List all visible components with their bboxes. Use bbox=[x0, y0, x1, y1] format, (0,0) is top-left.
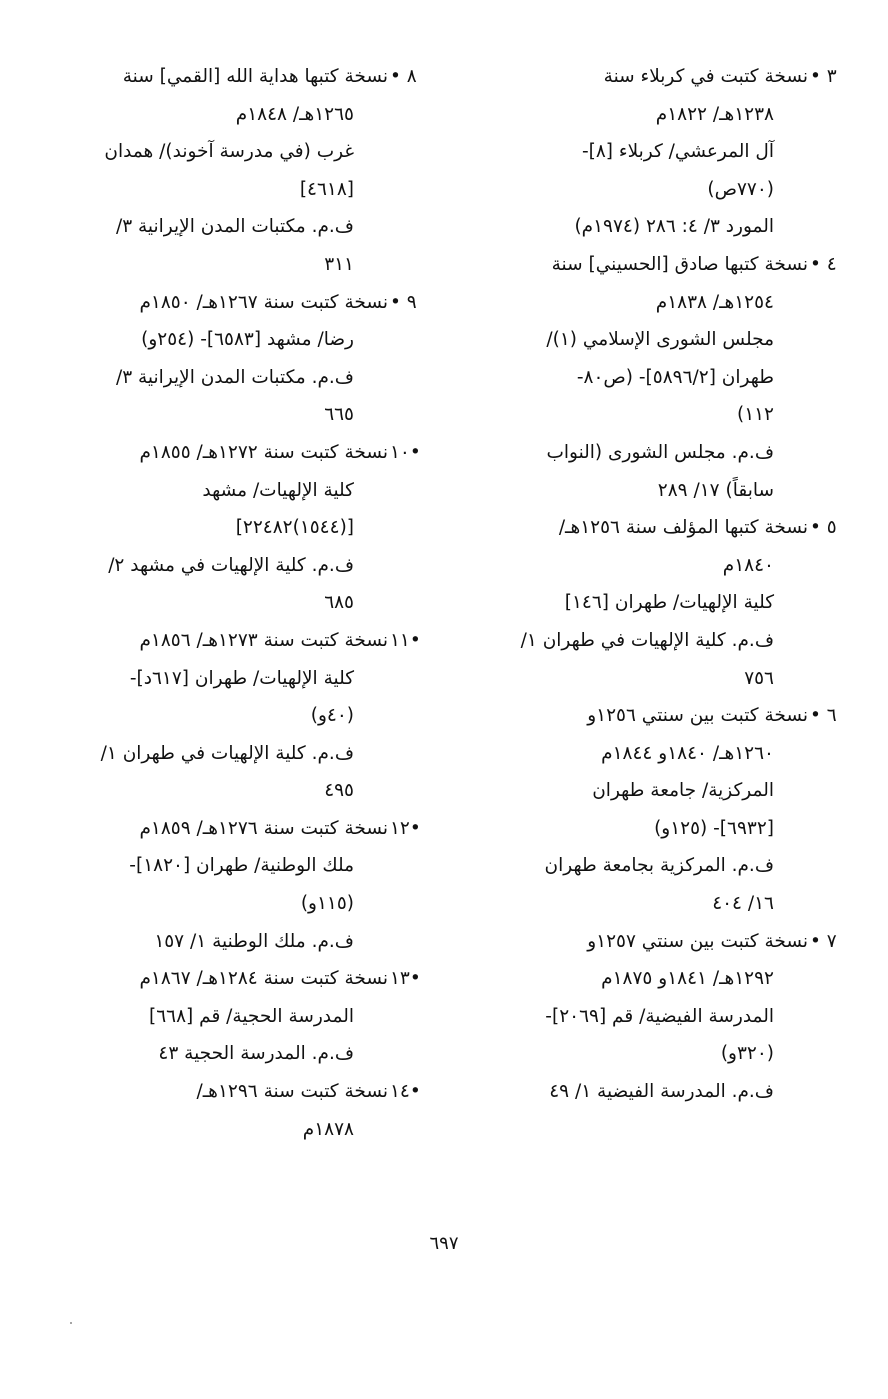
entry-line bbox=[448, 321, 808, 359]
entry-line bbox=[28, 472, 388, 510]
entry-text: كلية الإلهيات/ مشهد bbox=[202, 479, 354, 501]
entry-text: ف.م. مكتبات المدن الإيرانية ٣/ bbox=[115, 366, 354, 388]
manuscript-entry bbox=[448, 509, 837, 697]
entry-line bbox=[28, 660, 388, 698]
entry-text: ١٢٦٥هـ/ ١٨٤٨م bbox=[235, 103, 354, 125]
entry-line bbox=[448, 960, 808, 998]
manuscript-entry bbox=[28, 434, 421, 622]
entry-text: ١٨٤٠م bbox=[722, 554, 774, 576]
entry-first-line bbox=[448, 58, 837, 96]
entry-number: •١٣ bbox=[390, 968, 421, 990]
entry-text: [٤٦١٨] bbox=[299, 178, 354, 200]
entry-text: ف.م. كلية الإلهيات في مشهد ٢/ bbox=[108, 554, 354, 576]
entry-text: مجلس الشورى الإسلامي (١)/ bbox=[546, 329, 774, 351]
entry-text: ف.م. ملك الوطنية ١/ ١٥٧ bbox=[154, 930, 354, 952]
entry-text: نسخة كتبها صادق [الحسيني] سنة bbox=[551, 253, 808, 275]
entry-line bbox=[28, 735, 388, 773]
entry-line bbox=[28, 1111, 388, 1149]
entry-text: نسخة كتبها المؤلف سنة ١٢٥٦هـ/ bbox=[558, 517, 808, 539]
entry-text: (٧٧٠ص) bbox=[707, 178, 774, 200]
entry-text: (٤٠و) bbox=[310, 705, 354, 727]
entry-number: •١١ bbox=[390, 629, 421, 651]
entry-line bbox=[448, 772, 808, 810]
entry-first-line bbox=[28, 810, 421, 848]
entry-text: رضا/ مشهد [٦٥٨٣]- (٢٥٤و) bbox=[141, 329, 354, 351]
entry-text: نسخة كتبت في كربلاء سنة bbox=[603, 66, 808, 87]
entry-line bbox=[28, 772, 388, 810]
entry-text: ف.م. المركزية بجامعة طهران bbox=[544, 855, 774, 877]
entry-text: (١١٥و) bbox=[300, 893, 354, 915]
entry-line bbox=[28, 998, 388, 1036]
entry-line bbox=[448, 547, 808, 585]
entry-text: ٤٩٥ bbox=[324, 780, 354, 802]
entry-first-line bbox=[28, 434, 421, 472]
entry-line bbox=[28, 171, 388, 209]
entry-text: نسخة كتبت سنة ١٢٧٦هـ/ ١٨٥٩م bbox=[139, 817, 388, 839]
entry-text: ١٢٦٠هـ/ ١٨٤٠و ١٨٤٤م bbox=[601, 742, 774, 764]
entry-line bbox=[448, 472, 808, 510]
manuscript-entry bbox=[28, 622, 421, 810]
entry-text: كلية الإلهيات/ طهران [٦١٧د]- bbox=[129, 667, 354, 689]
manuscript-entry bbox=[28, 58, 417, 284]
entry-line bbox=[28, 923, 388, 961]
entry-number: ٩ • bbox=[390, 291, 417, 313]
entry-text: ف.م. مكتبات المدن الإيرانية ٣/ bbox=[115, 216, 354, 238]
entry-number: •١٠ bbox=[390, 441, 421, 463]
entry-number: ٣ • bbox=[810, 66, 837, 87]
entry-text: غرب (في مدرسة آخوند)/ همدان bbox=[104, 141, 354, 163]
entry-text: ف.م. المدرسة الفيضية ١/ ٤٩ bbox=[549, 1081, 774, 1103]
entry-text: نسخة كتبت سنة ١٢٧٣هـ/ ١٨٥٦م bbox=[139, 629, 388, 651]
manuscript-entry bbox=[448, 58, 837, 246]
entry-text: ١١٢) bbox=[736, 404, 774, 426]
entry-text: نسخة كتبت بين سنتي ١٢٥٦و bbox=[587, 705, 808, 727]
entry-line bbox=[28, 697, 388, 735]
entry-line bbox=[448, 396, 808, 434]
entry-text: نسخة كتبت سنة ١٢٨٤هـ/ ١٨٦٧م bbox=[139, 968, 388, 990]
entry-text: ١٦/ ٤٠٤ bbox=[712, 893, 774, 915]
entry-line bbox=[448, 622, 808, 660]
entry-line bbox=[448, 96, 808, 134]
entry-line bbox=[28, 208, 388, 246]
entry-first-line bbox=[448, 246, 837, 284]
entry-text: المدرسة الحجية/ قم [٦٦٨] bbox=[149, 1005, 354, 1027]
entry-number: •١٤ bbox=[390, 1081, 421, 1103]
entry-text: المدرسة الفيضية/ قم [٢٠٦٩]- bbox=[545, 1005, 774, 1027]
entry-line bbox=[28, 133, 388, 171]
entry-line bbox=[448, 133, 808, 171]
speck bbox=[70, 1322, 72, 1324]
entry-text: سابقاً) ١٧/ ٢٨٩ bbox=[657, 479, 774, 501]
entry-line bbox=[28, 1035, 388, 1073]
entry-text: طهران [٥٨٩٦/٢]- (ص٨٠- bbox=[576, 366, 774, 388]
entry-number: ٧ • bbox=[810, 930, 837, 952]
column-left bbox=[28, 58, 421, 1148]
entry-text: ١٨٧٨م bbox=[302, 1118, 354, 1140]
entry-line bbox=[448, 1073, 808, 1111]
entry-line bbox=[28, 885, 388, 923]
column-right bbox=[448, 58, 837, 1111]
entry-first-line bbox=[448, 697, 837, 735]
entry-line bbox=[28, 96, 388, 134]
entry-text: المركزية/ جامعة طهران bbox=[592, 780, 774, 802]
entry-line bbox=[448, 885, 808, 923]
entry-first-line bbox=[28, 58, 417, 96]
entry-text: ف.م. المدرسة الحجية ٤٣ bbox=[158, 1043, 354, 1065]
entry-line bbox=[28, 246, 388, 284]
entry-text: ١٢٣٨هـ/ ١٨٢٢م bbox=[655, 103, 774, 125]
entry-line bbox=[448, 660, 808, 698]
manuscript-entry bbox=[28, 960, 421, 1073]
entry-text: آل المرعشي/ كربلاء [٨]- bbox=[581, 141, 774, 163]
entry-text: نسخة كتبت سنة ١٢٩٦هـ/ bbox=[196, 1081, 388, 1103]
entry-line bbox=[28, 509, 388, 547]
entry-text: ملك الوطنية/ طهران [١٨٢٠]- bbox=[129, 855, 354, 877]
entry-line bbox=[448, 359, 808, 397]
entry-line bbox=[448, 171, 808, 209]
entry-line bbox=[28, 584, 388, 622]
entry-number: •١٢ bbox=[390, 817, 421, 839]
entry-text: ٣١١ bbox=[324, 253, 354, 275]
entry-number: ٦ • bbox=[810, 705, 837, 727]
manuscript-entry bbox=[448, 697, 837, 923]
entry-line bbox=[448, 284, 808, 322]
entry-text: ١٢٩٢هـ/ ١٨٤١و ١٨٧٥م bbox=[601, 968, 774, 990]
entry-line bbox=[448, 434, 808, 472]
entry-line bbox=[448, 735, 808, 773]
page-number: ٦٩٧ bbox=[429, 1233, 459, 1254]
entry-line bbox=[448, 847, 808, 885]
entry-text: [٦٩٣٢]- (١٢٥و) bbox=[654, 817, 774, 839]
entry-line bbox=[28, 321, 388, 359]
entry-text: ف.م. مجلس الشورى (النواب bbox=[546, 441, 774, 463]
entry-line bbox=[28, 359, 388, 397]
manuscript-entry bbox=[28, 284, 417, 434]
entry-text: [(١٥٤٤)٢٢٤٨٢] bbox=[235, 517, 354, 539]
entry-text: ٦٦٥ bbox=[324, 404, 354, 426]
entry-text: نسخة كتبت سنة ١٢٦٧هـ/ ١٨٥٠م bbox=[139, 291, 388, 313]
entry-line bbox=[28, 396, 388, 434]
entry-line bbox=[448, 998, 808, 1036]
entry-first-line bbox=[28, 284, 417, 322]
entry-text: (٣٢٠و) bbox=[720, 1043, 774, 1065]
entry-text: نسخة كتبت سنة ١٢٧٢هـ/ ١٨٥٥م bbox=[139, 441, 388, 463]
entry-text: نسخة كتبت بين سنتي ١٢٥٧و bbox=[587, 930, 808, 952]
entry-line bbox=[28, 847, 388, 885]
entry-line bbox=[448, 810, 808, 848]
entry-text: المورد ٣/ ٤: ٢٨٦ (١٩٧٤م) bbox=[574, 216, 774, 238]
entry-line bbox=[448, 1035, 808, 1073]
entry-number: ٨ • bbox=[390, 66, 417, 87]
manuscript-entry bbox=[448, 246, 837, 509]
entry-text: ف.م. كلية الإلهيات في طهران ١/ bbox=[520, 629, 774, 651]
entry-text: ٦٨٥ bbox=[324, 592, 354, 614]
entry-text: ٧٥٦ bbox=[744, 667, 774, 689]
entry-number: ٤ • bbox=[810, 253, 837, 275]
entry-text: ١٢٥٤هـ/ ١٨٣٨م bbox=[655, 291, 774, 313]
entry-text: نسخة كتبها هداية الله [القمي] سنة bbox=[122, 66, 388, 87]
entry-line bbox=[448, 208, 808, 246]
entry-first-line bbox=[448, 509, 837, 547]
entry-first-line bbox=[28, 622, 421, 660]
manuscript-entry bbox=[28, 810, 421, 960]
manuscript-entry bbox=[448, 923, 837, 1111]
entry-first-line bbox=[28, 1073, 421, 1111]
entry-text: ف.م. كلية الإلهيات في طهران ١/ bbox=[100, 742, 354, 764]
entry-first-line bbox=[28, 960, 421, 998]
entry-number: ٥ • bbox=[810, 517, 837, 539]
entry-text: كلية الإلهيات/ طهران [١٤٦] bbox=[564, 592, 774, 614]
manuscript-entry bbox=[28, 1073, 421, 1148]
entry-line bbox=[448, 584, 808, 622]
entry-line bbox=[28, 547, 388, 585]
entry-first-line bbox=[448, 923, 837, 961]
